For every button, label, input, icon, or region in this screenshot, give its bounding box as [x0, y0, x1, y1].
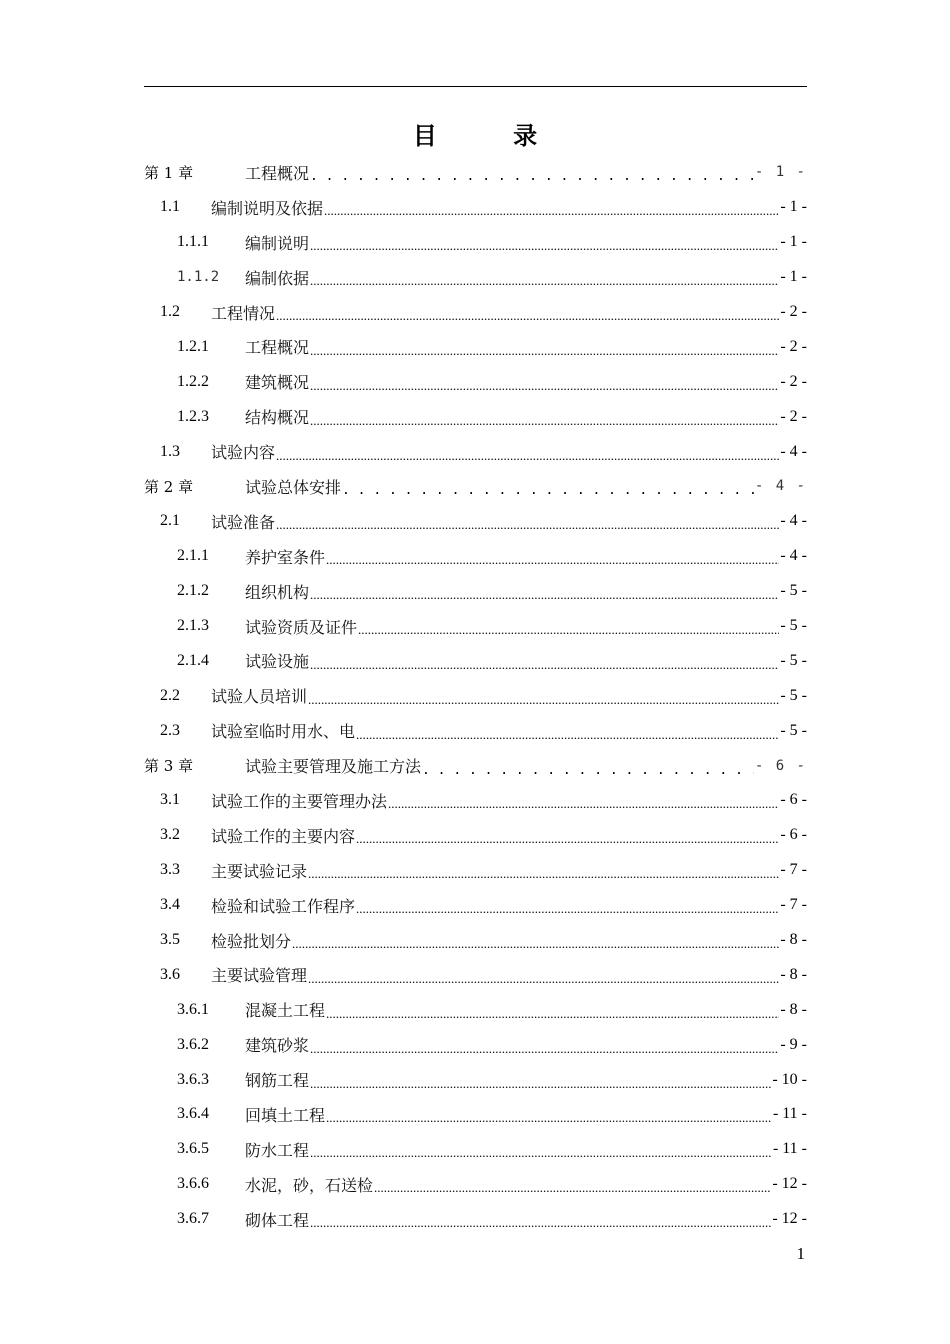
toc-entry-number: 1.2.3 [177, 407, 209, 425]
toc-entry-label: 编制说明及依据 [211, 198, 324, 218]
toc-entry-page: - 4 - [780, 442, 807, 460]
toc-entry-number: 1.1 [160, 198, 180, 216]
toc-subsection-entry[interactable] [144, 329, 807, 364]
toc-entry-number: 3.6.3 [177, 1070, 209, 1088]
toc-dot-leader [356, 899, 779, 917]
toc-subsection-entry[interactable] [144, 1167, 807, 1202]
page-number: 1 [796, 1244, 805, 1263]
toc-subsection-entry[interactable] [144, 1027, 807, 1062]
toc-entry-page: - 1 - [780, 233, 807, 251]
toc-entry-number: 3.1 [160, 791, 180, 809]
toc-entry-label: 组织机构 [245, 582, 310, 602]
toc-entry-label: 结构概况 [245, 408, 310, 428]
toc-chapter-entry[interactable] [144, 748, 807, 783]
toc-entry-page: - 1 - [780, 268, 807, 286]
toc-entry-page: - 12 - [772, 1175, 807, 1193]
toc-entry-number: 3.6.6 [177, 1175, 209, 1193]
toc-section-entry[interactable] [144, 434, 807, 469]
toc-entry-label: 砌体工程 [245, 1210, 310, 1230]
toc-dot-leader [310, 341, 779, 359]
toc-entry-number: 2.1.4 [177, 651, 209, 669]
toc-entry-page: - 11 - [772, 1140, 807, 1158]
toc-dot-leader [310, 166, 754, 184]
toc-entry-page: - 6 - [754, 757, 807, 774]
toc-dot-leader [310, 236, 779, 254]
toc-entry-page: - 10 - [772, 1070, 807, 1088]
toc-dot-leader [308, 969, 779, 987]
toc-entry-page: - 4 - [780, 512, 807, 530]
toc-entry-page: - 6 - [780, 791, 807, 809]
toc-entry-label: 试验室临时用水、电 [211, 722, 356, 742]
toc-entry-number: 3.5 [160, 931, 180, 949]
toc-entry-page: - 9 - [780, 1035, 807, 1053]
toc-dot-leader [310, 1074, 771, 1092]
toc-entry-label: 试验设施 [245, 652, 310, 672]
page-title: 目 录 [412, 122, 572, 150]
toc-section-entry[interactable] [144, 678, 807, 713]
toc-entry-number: 2.1 [160, 512, 180, 530]
toc-entry-number: 2.1.2 [177, 582, 209, 600]
toc-entry-page: - 5 - [780, 617, 807, 635]
toc-entry-label: 试验准备 [211, 512, 276, 532]
toc-dot-leader [358, 620, 779, 638]
toc-subsection-entry[interactable] [144, 1202, 807, 1237]
toc-entry-number: 1.3 [160, 442, 180, 460]
toc-entry-label: 工程概况 [245, 338, 310, 358]
toc-entry-label: 防水工程 [245, 1140, 310, 1160]
toc-entry-number: 2.2 [160, 686, 180, 704]
toc-section-entry[interactable] [144, 957, 807, 992]
toc-section-entry[interactable] [144, 190, 807, 225]
toc-entry-page: - 6 - [780, 826, 807, 844]
toc-entry-number: 第 2 章 [144, 477, 194, 496]
toc-dot-leader [310, 655, 779, 673]
toc-entry-number: 3.3 [160, 861, 180, 879]
toc-dot-leader [310, 411, 779, 429]
toc-entry-number: 第 1 章 [144, 163, 194, 182]
toc-entry-page: - 8 - [780, 931, 807, 949]
toc-entry-label: 编制说明 [245, 233, 310, 253]
toc-subsection-entry[interactable] [144, 643, 807, 678]
toc-dot-leader [356, 829, 779, 847]
toc-entry-number: 3.6.4 [177, 1105, 209, 1123]
toc-entry-label: 养护室条件 [245, 547, 326, 567]
toc-entry-number: 3.6.7 [177, 1210, 209, 1228]
toc-entry-page: - 8 - [780, 965, 807, 983]
toc-subsection-entry[interactable] [144, 609, 807, 644]
toc-dot-leader [326, 1108, 772, 1126]
toc-entry-label: 建筑砂浆 [245, 1036, 310, 1056]
toc-entry-page: - 2 - [780, 407, 807, 425]
toc-dot-leader [342, 480, 754, 498]
toc-entry-page: - 2 - [780, 303, 807, 320]
toc-entry-number: 第 3 章 [144, 757, 194, 776]
toc-entry-page: - 5 - [780, 582, 807, 600]
table-of-contents [144, 155, 807, 1237]
toc-entry-page: - 12 - [772, 1210, 807, 1228]
toc-subsection-entry[interactable] [144, 992, 807, 1027]
toc-dot-leader [276, 515, 779, 533]
toc-entry-label: 检验批划分 [211, 931, 292, 951]
toc-section-entry[interactable] [144, 923, 807, 958]
toc-entry-label: 试验内容 [211, 443, 276, 463]
toc-section-entry[interactable] [144, 504, 807, 539]
toc-subsection-entry[interactable] [144, 574, 807, 609]
toc-entry-number: 1.2 [160, 303, 180, 320]
toc-entry-page: - 1 - [754, 164, 807, 181]
toc-dot-leader [308, 690, 779, 708]
toc-dot-leader [310, 271, 779, 289]
toc-subsection-entry[interactable] [144, 364, 807, 399]
toc-dot-leader [308, 864, 779, 882]
toc-dot-leader [310, 1039, 779, 1057]
toc-entry-number: 1.1.1 [177, 233, 209, 251]
toc-section-entry[interactable] [144, 888, 807, 923]
toc-entry-label: 主要试验记录 [211, 861, 308, 881]
toc-entry-number: 3.6.1 [177, 1000, 209, 1018]
toc-entry-label: 检验和试验工作程序 [211, 896, 356, 916]
toc-chapter-entry[interactable] [144, 155, 807, 190]
toc-entry-page: - 8 - [780, 1000, 807, 1018]
toc-entry-page: - 2 - [780, 337, 807, 355]
toc-entry-label: 编制依据 [245, 268, 310, 288]
toc-entry-number: 3.6 [160, 965, 180, 983]
toc-entry-page: - 7 - [780, 896, 807, 914]
toc-dot-leader [310, 376, 779, 394]
toc-entry-number: 2.3 [160, 721, 180, 739]
toc-entry-number: 2.1.1 [177, 547, 209, 565]
toc-entry-label: 工程情况 [211, 303, 276, 323]
toc-entry-page: - 2 - [780, 372, 807, 390]
toc-entry-label: 试验工作的主要管理办法 [211, 791, 388, 811]
toc-dot-leader [388, 794, 779, 812]
toc-dot-leader [422, 760, 754, 778]
toc-subsection-entry[interactable] [144, 539, 807, 574]
toc-entry-number: 3.6.5 [177, 1140, 209, 1158]
toc-entry-label: 混凝土工程 [245, 1001, 326, 1021]
toc-dot-leader [310, 1143, 772, 1161]
toc-dot-leader [276, 446, 779, 464]
toc-dot-leader [310, 585, 779, 603]
toc-subsection-entry[interactable] [144, 1097, 807, 1132]
toc-entry-number: 1.1.2 [177, 269, 220, 286]
toc-entry-label: 建筑概况 [245, 373, 310, 393]
toc-section-entry[interactable] [144, 295, 807, 330]
toc-section-entry[interactable] [144, 853, 807, 888]
toc-dot-leader [292, 934, 779, 952]
toc-entry-number: 3.2 [160, 826, 180, 844]
toc-entry-label: 试验资质及证件 [245, 617, 358, 637]
toc-dot-leader [276, 306, 779, 324]
toc-dot-leader [324, 201, 779, 219]
toc-dot-leader [326, 1004, 779, 1022]
toc-entry-page: - 7 - [780, 861, 807, 879]
toc-entry-page: - 5 - [780, 651, 807, 669]
toc-dot-leader [374, 1178, 771, 1196]
toc-entry-page: - 5 - [780, 686, 807, 704]
toc-subsection-entry[interactable] [144, 399, 807, 434]
toc-entry-label: 水泥，砂，石送检 [245, 1175, 374, 1195]
toc-dot-leader [310, 1213, 771, 1231]
toc-subsection-entry[interactable] [144, 1062, 807, 1097]
toc-entry-number: 3.4 [160, 896, 180, 914]
toc-entry-label: 试验主要管理及施工方法 [245, 757, 422, 777]
toc-entry-page: - 5 - [780, 721, 807, 739]
toc-entry-label: 钢筋工程 [245, 1071, 310, 1091]
toc-subsection-entry[interactable] [144, 225, 807, 260]
toc-chapter-entry[interactable] [144, 469, 807, 504]
toc-entry-page: - 11 - [772, 1105, 807, 1123]
toc-entry-number: 3.6.2 [177, 1035, 209, 1053]
toc-entry-label: 回填土工程 [245, 1105, 326, 1125]
toc-section-entry[interactable] [144, 713, 807, 748]
toc-entry-page: - 1 - [780, 198, 807, 216]
toc-entry-number: 2.1.3 [177, 617, 209, 635]
toc-dot-leader [326, 550, 779, 568]
toc-entry-label: 试验总体安排 [245, 477, 342, 497]
header-rule [144, 86, 807, 87]
toc-section-entry[interactable] [144, 818, 807, 853]
toc-entry-number: 1.2.2 [177, 372, 209, 390]
toc-entry-page: - 4 - [754, 478, 807, 495]
toc-entry-label: 试验工作的主要内容 [211, 826, 356, 846]
toc-entry-page: - 4 - [780, 547, 807, 565]
toc-entry-number: 1.2.1 [177, 337, 209, 355]
toc-section-entry[interactable] [144, 783, 807, 818]
toc-subsection-entry[interactable] [144, 1132, 807, 1167]
toc-entry-label: 工程概况 [245, 163, 310, 183]
toc-entry-label: 主要试验管理 [211, 966, 308, 986]
toc-subsection-entry[interactable] [144, 260, 807, 295]
toc-dot-leader [356, 725, 779, 743]
toc-entry-label: 试验人员培训 [211, 687, 308, 707]
